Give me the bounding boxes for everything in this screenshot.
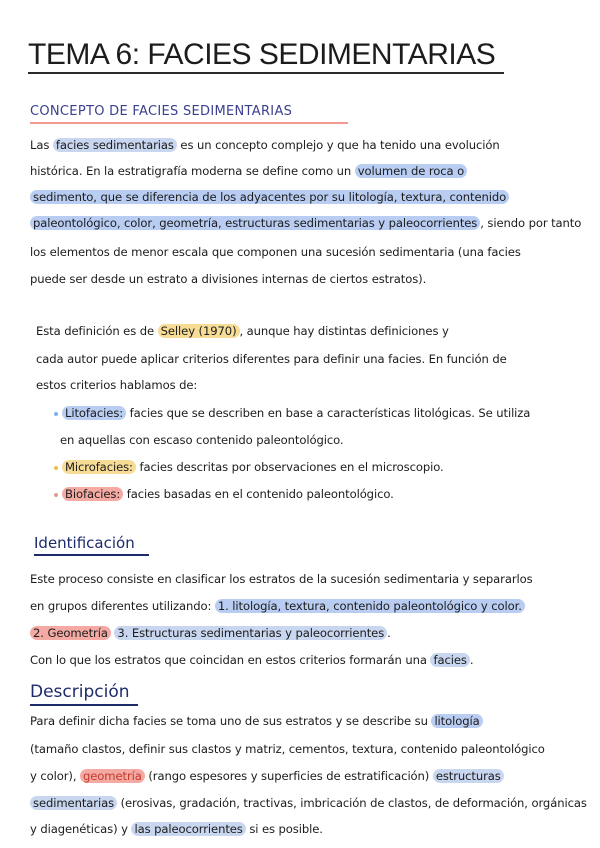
text-line: sedimento, que se diferencia de los adyacentes por su litología, textura, contenido bbox=[30, 190, 509, 204]
bullet-dot bbox=[54, 412, 58, 416]
text-line: 2. Geometría 3. Estructuras sedimentarias y paleocorrientes . bbox=[30, 626, 391, 640]
page-title: TEMA 6: FACIES SEDIMENTARIAS bbox=[28, 38, 496, 71]
text-line: en grupos diferentes utilizando: 1. litología, textura, contenido paleontológico y color. bbox=[30, 599, 525, 613]
text-line: cada autor puede aplicar criterios diferentes para definir una facies. En función de bbox=[36, 352, 507, 366]
bullet-litofacies: Litofacies: facies que se describen en base a características litológicas. Se utiliza bbox=[54, 406, 530, 420]
text-line: Con lo que los estratos que coincidan en estos criterios formarán una facies . bbox=[30, 653, 474, 667]
text-line: estos criterios hablamos de: bbox=[36, 378, 198, 392]
text-line: sedimentarias (erosivas, gradación, tractivas, imbricación de clastos, de deformación, orgánicas bbox=[30, 796, 587, 810]
section-heading-underline bbox=[30, 122, 348, 124]
bullet-continuation: en aquellas con escaso contenido paleontológico. bbox=[60, 433, 344, 447]
text-line: histórica. En la estratigrafía moderna se define como un volumen de roca o bbox=[30, 164, 467, 178]
text-line: puede ser desde un estrato a divisiones internas de ciertos estratos). bbox=[30, 272, 427, 286]
title-underline bbox=[28, 72, 504, 74]
text-line: y diagenéticas) y las paleocorrientes si es posible. bbox=[30, 822, 323, 836]
text-line: Este proceso consiste en clasificar los estratos de la sucesión sedimentaria y separarlos bbox=[30, 572, 533, 586]
text-line: Esta definición es de Selley (1970) , aunque hay distintas definiciones y bbox=[36, 324, 449, 338]
text-line: (tamaño clastos, definir sus clastos y matriz, cementos, textura, contenido paleontológico bbox=[30, 742, 545, 756]
section-heading-underline bbox=[30, 704, 138, 706]
section-heading-descripcion: Descripción bbox=[30, 682, 130, 702]
text-line: y color), geometría (rango espesores y superficies de estratificación) estructuras bbox=[30, 769, 504, 783]
section-heading-concepto: CONCEPTO DE FACIES SEDIMENTARIAS bbox=[30, 104, 293, 119]
text-line: Para definir dicha facies se toma uno de sus estratos y se describe su litología bbox=[30, 714, 483, 728]
bullet-microfacies: Microfacies: facies descritas por observaciones en el microscopio. bbox=[54, 460, 444, 474]
bullet-dot bbox=[54, 493, 58, 497]
text-line: Las facies sedimentarias es un concepto complejo y que ha tenido una evolución bbox=[30, 138, 500, 152]
section-heading-identificacion: Identificación bbox=[34, 534, 135, 552]
text-line: los elementos de menor escala que componen una sucesión sedimentaria (una facies bbox=[30, 245, 521, 259]
section-heading-underline bbox=[34, 554, 149, 556]
text-line: paleontológico, color, geometría, estructuras sedimentarias y paleocorrientes , siendo por tanto bbox=[30, 216, 581, 230]
bullet-biofacies: Biofacies: facies basadas en el contenido paleontológico. bbox=[54, 487, 394, 501]
bullet-dot bbox=[54, 466, 58, 470]
